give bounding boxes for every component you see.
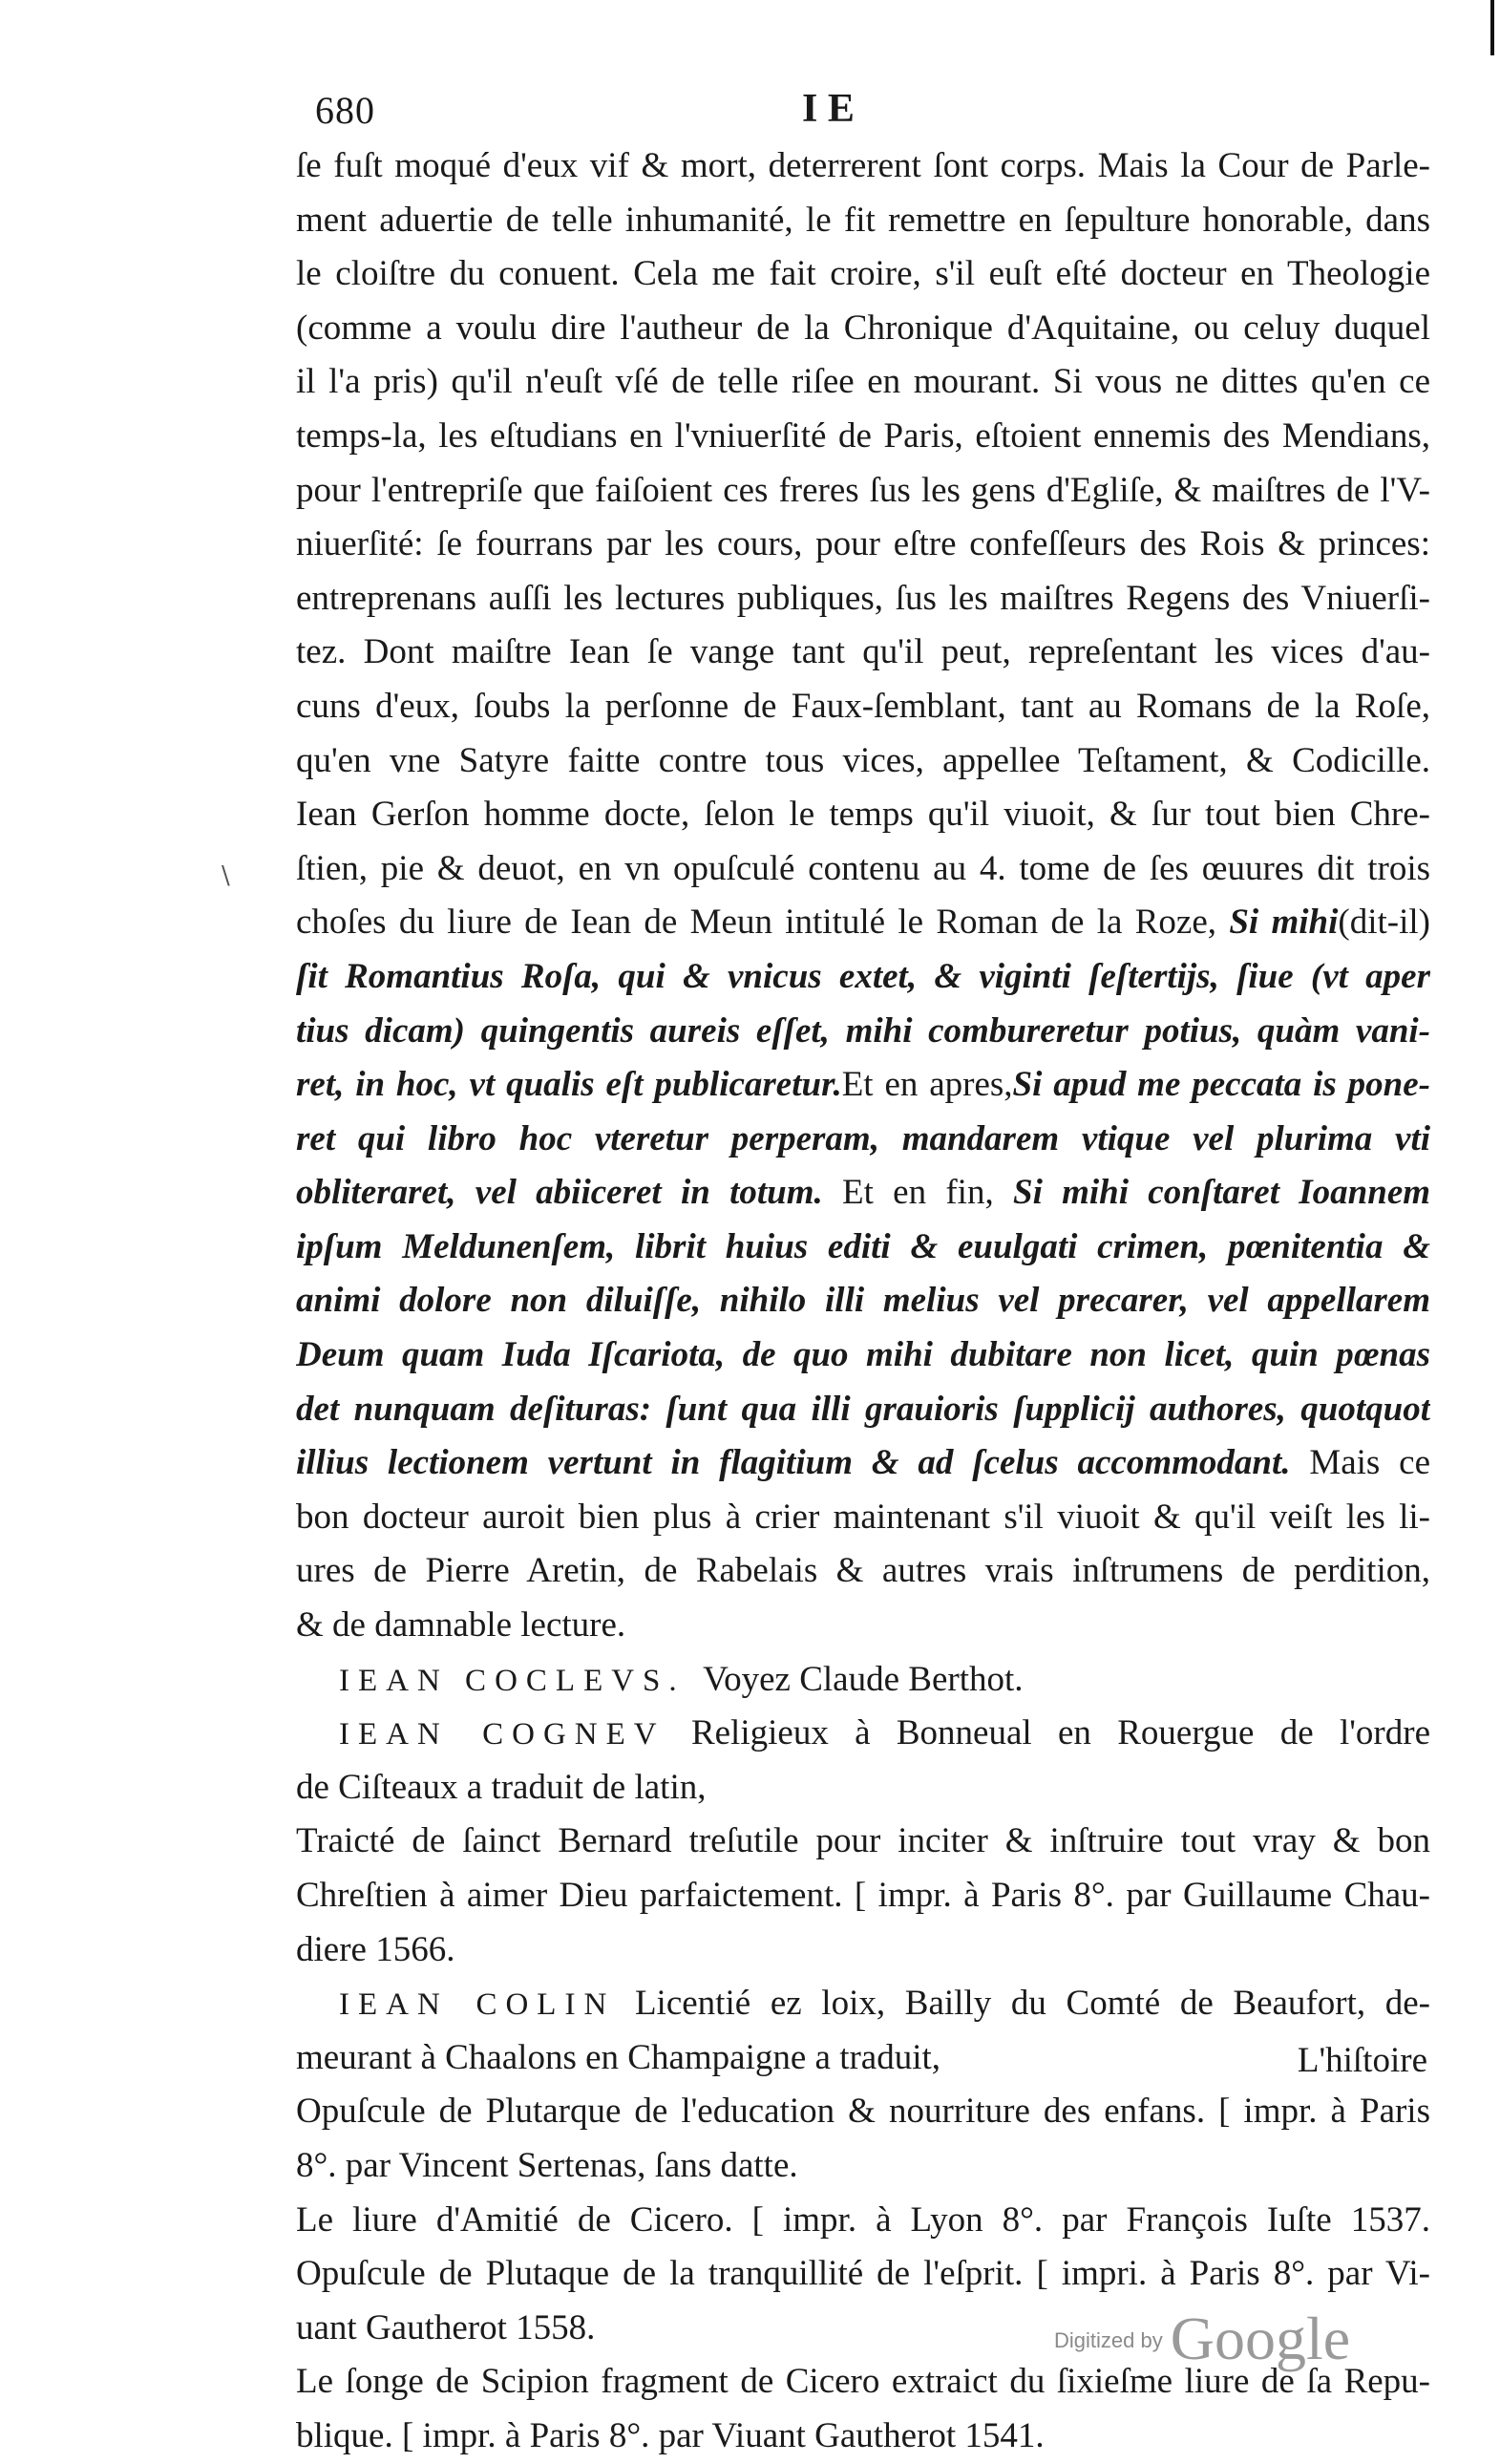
- text-line: ures de Pierre Aretin, de Rabelais & autres vrais inſtrumens de perdition,: [296, 1551, 1430, 1591]
- work-entry: 8°. par Vincent Sertenas, ſans datte.: [296, 2145, 798, 2185]
- latin-quote-line: tius dicam) quingentis aureis eſſet, mihi combureretur potius, quàm vani-: [296, 1010, 1430, 1051]
- latin-quote-line: ſit Romantius Roſa, qui & vnicus extet, & viginti ſeſtertijs, ſiue (vt aper: [296, 956, 1430, 996]
- latin-quote-line: Deum quam Iuda Iſcariota, de quo mihi dubitare non licet, quin pœnas: [296, 1335, 1430, 1375]
- margin-mark: \: [222, 861, 230, 890]
- work-entry: Opuſcule de Plutaque de la tranquillité de l'eſprit. [ impri. à Paris 8°. par Vi-: [296, 2254, 1430, 2294]
- google-logo: Google: [1170, 2305, 1351, 2372]
- catchword: L'hiſtoire: [1297, 2041, 1427, 2080]
- latin-quote: Si mihi conſtaret Ioannem: [1013, 1173, 1430, 1213]
- text-line: qu'en vne Satyre faitte contre tous vices, appellee Teſtament, & Codicille.: [296, 740, 1430, 780]
- entry-text: Religieux à Bonneual en Rouergue de l'ordre: [690, 1713, 1430, 1753]
- latin-quote-line: ret qui libro hoc vteretur perperam, mandarem vtique vel plurima vti: [296, 1118, 1430, 1158]
- text-line: [296, 1166, 1430, 1221]
- text-line: [296, 896, 1430, 950]
- page-number: 680: [315, 89, 375, 132]
- author-name: IEAN COCLEVS.: [339, 1663, 686, 1698]
- work-entry: Opuſcule de Plutarque de l'education & nourriture des enfans. [ impr. à Paris: [296, 2092, 1430, 2132]
- entry-text: Licentié ez loix, Bailly du Comté de Beaufort, de-: [634, 1984, 1430, 2024]
- latin-quote: Si apud me peccata is pone-: [1012, 1065, 1430, 1105]
- latin-quote: ret, in hoc, vt qualis eſt publicaretur.: [296, 1065, 842, 1105]
- text-line: meurant à Chaalons en Champaigne a traduit,: [296, 2037, 941, 2077]
- latin-quote-line: det nunquam deſituras: ſunt qua illi grauioris ſupplicij authores, quotquot: [296, 1389, 1430, 1429]
- work-entry: Le ſonge de Scipion fragment de Cicero extraict du ſixieſme liure de ſa Repu-: [296, 2362, 1430, 2402]
- latin-quote-line: ipſum Meldunenſem, librit huius editi & euulgati crimen, pœnitentia &: [296, 1226, 1430, 1266]
- text-line: entreprenans auſſi les lectures publiques, ſus les maiſtres Regens des Vniuerſi-: [296, 578, 1430, 618]
- page-header: [315, 88, 888, 136]
- text-line: tez. Dont maiſtre Iean ſe vange tant qu'il peut, repreſentant les vices d'au-: [296, 632, 1430, 672]
- running-head: I E: [802, 87, 855, 131]
- latin-quote: obliteraret, vel abiiceret in totum.: [296, 1173, 823, 1213]
- watermark-prefix: Digitized by: [1054, 2328, 1163, 2352]
- work-entry: blique. [ impr. à Paris 8°. par Viuant Gautherot 1541.: [296, 2415, 1045, 2455]
- text-line: temps-la, les eſtudians en l'vniuerſité de Paris, eſtoient ennemis des Mendians,: [296, 415, 1430, 456]
- latin-quote-line: animi dolore non diluiſſe, nihilo illi melius vel precarer, vel appellarem: [296, 1281, 1430, 1321]
- entry-heading: [296, 1707, 1430, 1761]
- roman-run: Mais ce: [1309, 1443, 1430, 1483]
- text-line: de Ciſteaux a traduit de latin,: [296, 1767, 707, 1807]
- text-line: il l'a pris) qu'il n'euſt vſé de telle riſee en mourant. Si vous ne dittes qu'en ce: [296, 362, 1430, 402]
- text-line: [296, 1436, 1430, 1491]
- text-line: cuns d'eux, ſoubs la perſonne de Faux-ſemblant, tant au Romans de la Roſe,: [296, 686, 1430, 726]
- text-line: & de damnable lecture.: [296, 1605, 626, 1646]
- text-line: [296, 1058, 1430, 1113]
- text-line: ſtien, pie & deuot, en vn opuſculé contenu au 4. tome de ſes œuures dit trois: [296, 848, 1430, 888]
- digitized-watermark: [1054, 2304, 1350, 2374]
- latin-quote: illius lectionem vertunt in flagitium & ad ſcelus accommodant.: [296, 1443, 1291, 1483]
- work-entry: Chreſtien à aimer Dieu parfaictement. [ impr. à Paris 8°. par Guillaume Chau-: [296, 1876, 1430, 1915]
- main-text: [296, 139, 1430, 2464]
- text-line: ment aduertie de telle inhumanité, le fit remettre en ſepulture honorable, dans: [296, 200, 1430, 240]
- work-entry: uant Gautherot 1558.: [296, 2307, 596, 2347]
- roman-run: Et en apres,: [841, 1065, 1013, 1105]
- work-entry: Traicté de ſainct Bernard treſutile pour inciter & inſtruire tout vray & bon: [296, 1821, 1430, 1861]
- roman-run: Et en fin,: [842, 1173, 994, 1213]
- text-line: Iean Gerſon homme docte, ſelon le temps qu'il viuoit, & ſur tout bien Chre-: [296, 795, 1430, 835]
- text-line: ſe fuſt moqué d'eux vif & mort, deterrerent ſont corps. Mais la Cour de Parle-: [296, 146, 1430, 185]
- latin-quote: Si mihi: [1229, 903, 1339, 943]
- author-name: IEAN COGNEV: [339, 1717, 665, 1752]
- text-line: bon docteur auroit bien plus à crier maintenant s'il viuoit & qu'il veiſt les li-: [296, 1497, 1430, 1537]
- author-name: IEAN COLIN: [339, 1987, 616, 2023]
- entry-heading: [296, 1977, 1430, 2031]
- work-entry: Le liure d'Amitié de Cicero. [ impr. à Lyon 8°. par François Iuſte 1537.: [296, 2199, 1430, 2240]
- page-edge-mark: [1490, 0, 1494, 55]
- entry-heading: [296, 1653, 1430, 1708]
- text-line: pour l'entrepriſe que faiſoient ces freres ſus les gens d'Egliſe, & maiſtres de l'V-: [296, 470, 1430, 510]
- entry-text: Voyez Claude Berthot.: [703, 1659, 1024, 1699]
- work-entry: diere 1566.: [296, 1929, 455, 1969]
- text-line: (comme a voulu dire l'autheur de la Chronique d'Aquitaine, ou celuy duquel: [296, 308, 1430, 348]
- text-line: niuerſité: ſe fourrans par les cours, pour eſtre confeſſeurs des Rois & princes:: [296, 524, 1430, 564]
- roman-run: (dit-il): [1338, 903, 1430, 943]
- text-line: le cloiſtre du conuent. Cela me fait croire, s'il euſt eſté docteur en Theologie: [296, 254, 1430, 294]
- roman-run: choſes du liure de Iean de Meun intitulé le Roman de la Roze,: [296, 903, 1217, 943]
